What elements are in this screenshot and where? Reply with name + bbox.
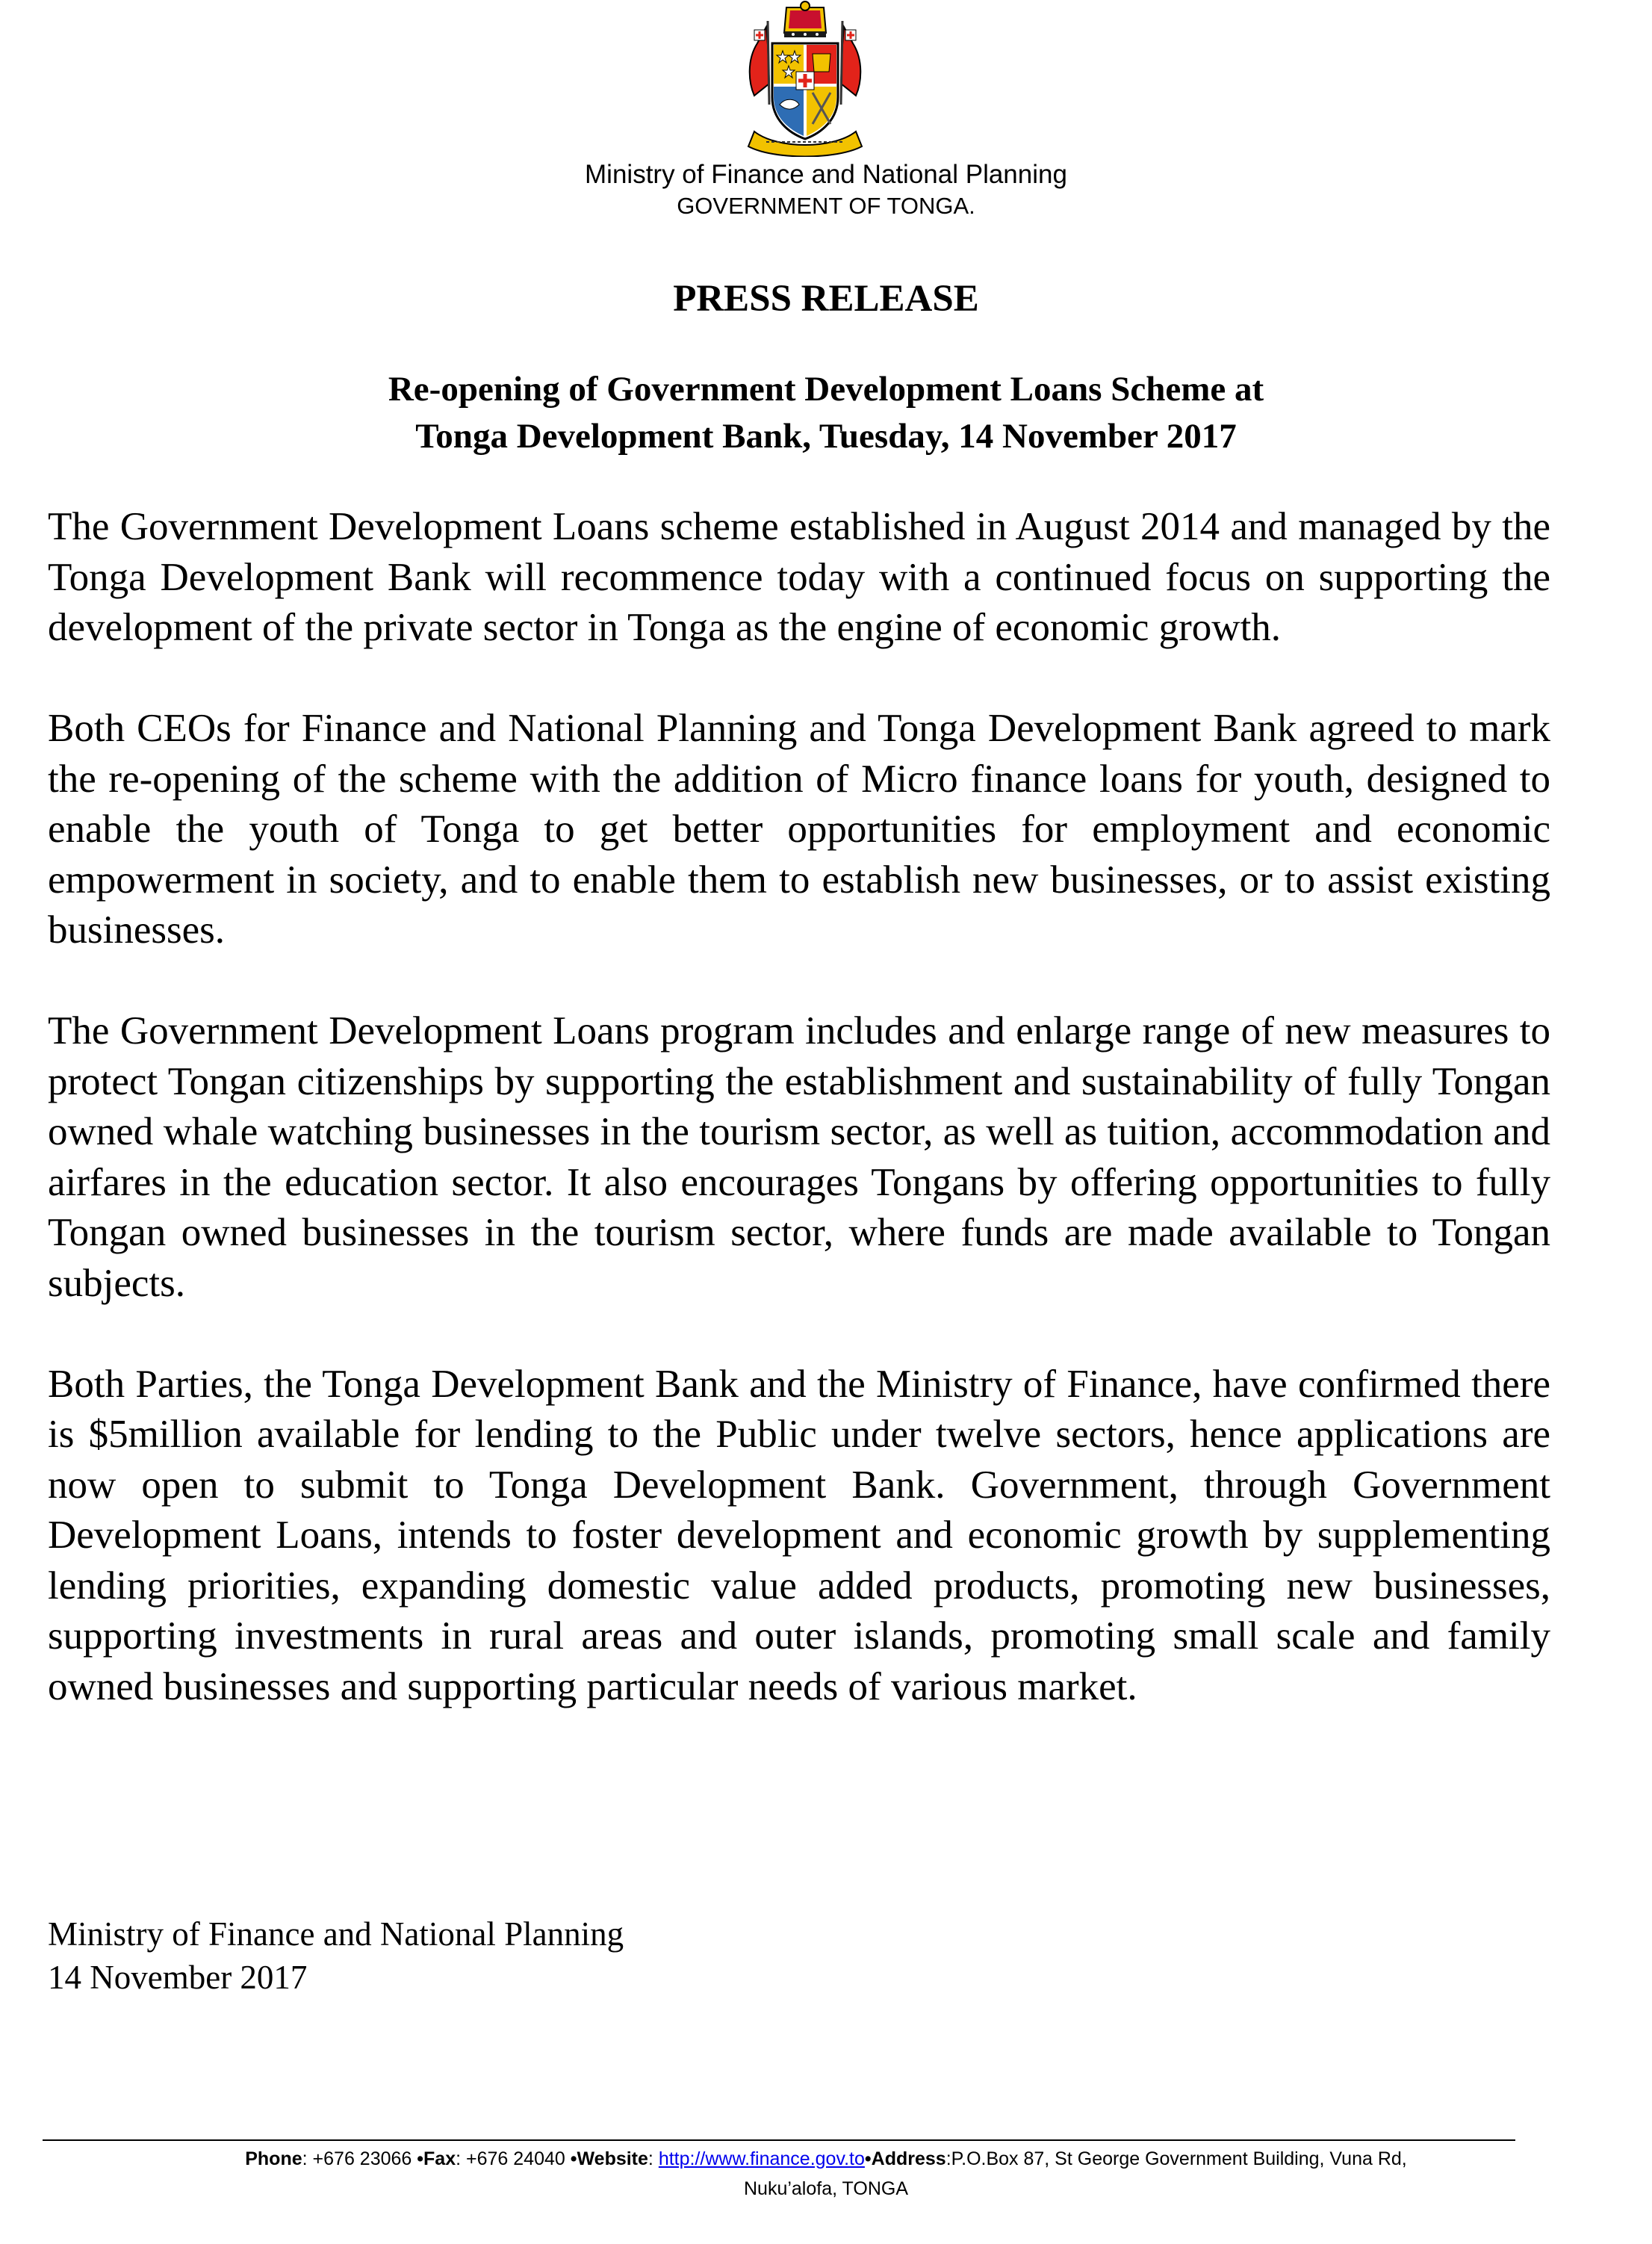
bullet-separator: • <box>864 2148 872 2169</box>
website-label: Website <box>577 2148 648 2169</box>
signoff <box>48 1912 624 1999</box>
shield-icon <box>772 43 838 139</box>
paragraph-3: The Government Development Loans program includes and enlarge range of new measures to protect Tongan citizenships by supporting the establishment and sustainability of fully Tongan owned whale watching businesses in the tourism sector, as well as tuition, accommodation and airfares in the education sector. It also encourages Tongans by offering opportunities to fully Tongan owned businesses in the tourism sector, where funds are made available to Tongan subjects. <box>48 1009 1550 1305</box>
footer <box>0 2144 1652 2204</box>
crown-icon <box>784 1 826 37</box>
headline-line-2: Tonga Development Bank, Tuesday, 14 November 2017 <box>415 417 1237 456</box>
government-name: GOVERNMENT OF TONGA. <box>677 193 975 219</box>
bullet-separator: • <box>570 2148 577 2169</box>
fax-label: Fax <box>423 2148 456 2169</box>
footer-divider <box>43 2139 1515 2141</box>
paragraph-2: Both CEOs for Finance and National Planning and Tonga Development Bank agreed to mark the re-opening of the scheme with the addition of Micro finance loans for youth, designed to enable the youth of Tonga to get better opportunities for employment and economic empowerment in society, and to enable them to establish new businesses, or to assist existing businesses. <box>48 707 1550 952</box>
footer-line-1 <box>0 2144 1652 2174</box>
fax-value: : +676 24040 <box>456 2148 571 2169</box>
paragraph-4: Both Parties, the Tonga Development Bank and the Ministry of Finance, have confirmed there is $5million available for lending to the Public under twelve sectors, hence applications are now open to submit to Tonga Development Bank. Government, through Government Development Loans, intends to foster development and economic growth by supplementing lending priorities, expanding domestic value added products, promoting new businesses, supporting investments in rural areas and outer islands, promoting small scale and family owned businesses and supporting particular needs of various market. <box>48 1362 1550 1708</box>
address-label: Address <box>871 2148 946 2169</box>
signoff-org: Ministry of Finance and National Planning <box>48 1915 624 1953</box>
footer-line-2: Nuku’alofa, TONGA <box>743 2178 908 2199</box>
coat-of-arms-icon <box>724 0 886 157</box>
phone-label: Phone <box>245 2148 302 2169</box>
bullet-separator: • <box>417 2148 424 2169</box>
headline <box>0 366 1652 460</box>
signoff-date: 14 November 2017 <box>48 1959 308 1996</box>
page-title: PRESS RELEASE <box>673 278 979 320</box>
right-flag-icon <box>841 21 860 105</box>
body-text <box>48 502 1550 1763</box>
website-separator: : <box>648 2148 659 2169</box>
paragraph-1: The Government Development Loans scheme established in August 2014 and managed by the Tonga Development Bank will recommence today with a continued focus on supporting the development of the private sector in Tonga as the engine of economic growth. <box>48 505 1550 649</box>
website-link[interactable]: http://www.finance.gov.to <box>658 2148 865 2169</box>
phone-value: : +676 23066 <box>302 2148 417 2169</box>
address-value: :P.O.Box 87, St George Government Building, Vuna Rd, <box>945 2148 1407 2169</box>
left-flag-icon <box>750 21 769 105</box>
headline-line-1: Re-opening of Government Development Loans Scheme at <box>388 370 1264 409</box>
ministry-name: Ministry of Finance and National Planning <box>585 160 1067 189</box>
